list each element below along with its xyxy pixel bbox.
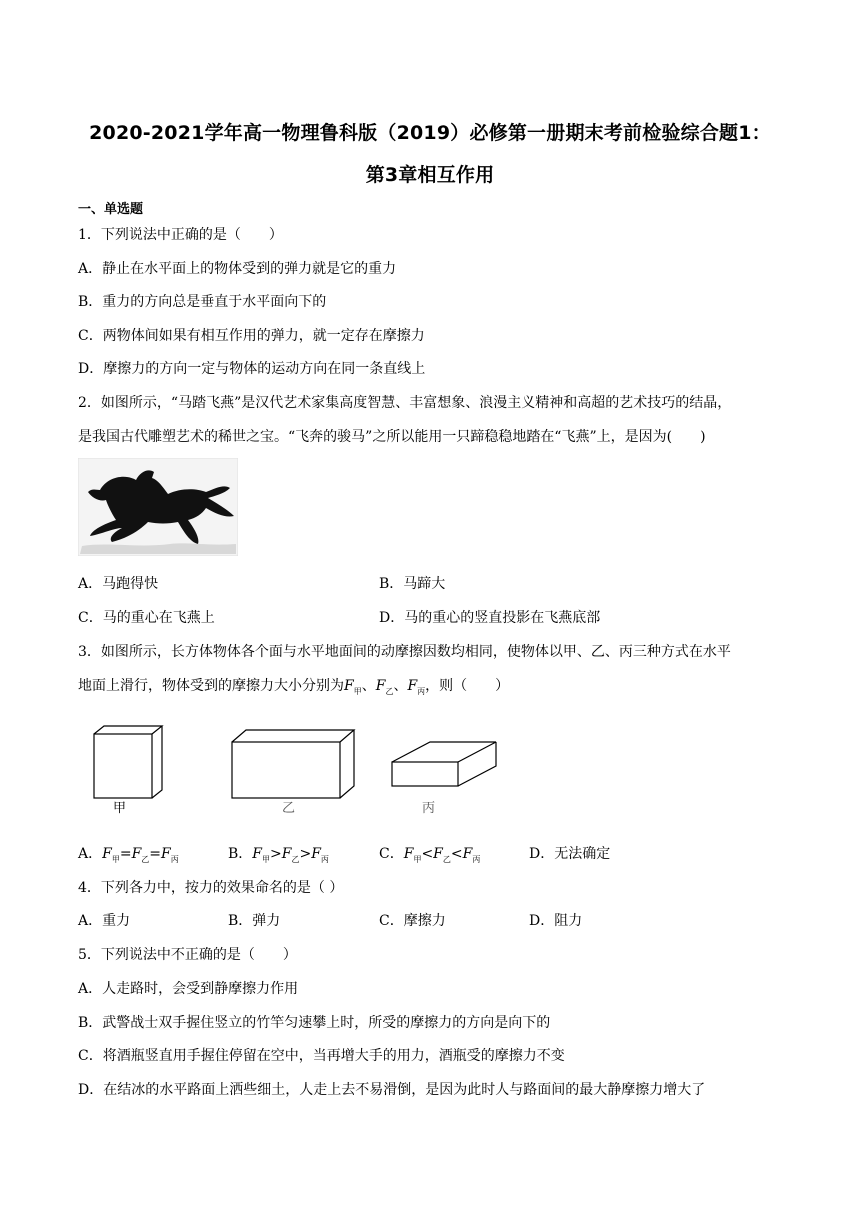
- q5-option-a: A．人走路时，会受到静摩擦力作用: [78, 981, 299, 997]
- q2-stem-line-2: 是我国古代雕塑艺术的稀世之宝。“飞奔的骏马”之所以能用一只蹄稳稳地踏在“飞燕”上，是因为( ): [78, 429, 706, 445]
- page-title-line-2: 第3章相互作用: [365, 164, 495, 186]
- q4-option-d: D．阻力: [529, 913, 583, 929]
- box-jia: [94, 734, 152, 798]
- q1-option-b: B．重力的方向总是垂直于水平面向下的: [78, 294, 327, 310]
- flying-horse-image: [78, 458, 238, 556]
- label-yi: 乙: [282, 801, 296, 816]
- box-yi: [232, 742, 340, 798]
- q1-option-c: C．两物体间如果有相互作用的弹力，就一定存在摩擦力: [78, 328, 425, 344]
- q4-stem: 4．下列各力中，按力的效果命名的是（ ）: [78, 880, 344, 896]
- q2-stem-line-1: 2．如图所示，“马踏飞燕”是汉代艺术家集高度智慧、丰富想象、浪漫主义精神和高超的艺术技巧的结晶，: [78, 395, 732, 411]
- q2-option-b: B．马蹄大: [379, 576, 446, 592]
- q3-option-c: C．$F_甲<F_乙<F_丙$: [379, 846, 481, 864]
- q4-option-c: C．摩擦力: [379, 913, 446, 929]
- label-jia: 甲: [113, 801, 127, 816]
- section-heading: 一、单选题: [78, 202, 144, 217]
- q3-box-figures: [78, 716, 518, 820]
- q5-option-d: D．在结冰的水平路面上洒些细土，人走上去不易滑倒，是因为此时人与路面间的最大静摩擦力增大了: [78, 1082, 706, 1098]
- q4-option-a: A．重力: [78, 913, 131, 929]
- q1-option-d: D．摩擦力的方向一定与物体的运动方向在同一条直线上: [78, 361, 426, 377]
- q5-option-b: B．武警战士双手握住竖立的竹竿匀速攀上时，所受的摩擦力的方向是向下的: [78, 1015, 551, 1031]
- q2-option-a: A．马跑得快: [78, 576, 159, 592]
- page-title-line-1: 2020-2021学年高一物理鲁科版（2019）必修第一册期末考前检验综合题1：: [89, 122, 771, 144]
- box-bing: [392, 762, 458, 786]
- q3-stem-line-1: 3．如图所示，长方体物体各个面与水平地面间的动摩擦因数均相同，使物体以甲、乙、丙三种方式在水平: [78, 644, 731, 660]
- q3-option-d: D．无法确定: [529, 846, 611, 862]
- q2-option-d: D．马的重心的竖直投影在飞燕底部: [379, 610, 601, 626]
- q4-option-b: B．弹力: [228, 913, 281, 929]
- q5-option-c: C．将酒瓶竖直用手握住停留在空中，当再增大手的用力，酒瓶受的摩擦力不变: [78, 1048, 565, 1064]
- q3-option-a: A．$F_甲=F_乙=F_丙$: [78, 846, 179, 864]
- q1-stem: 1．下列说法中正确的是（ ）: [78, 227, 283, 243]
- q5-stem: 5．下列说法中不正确的是（ ）: [78, 947, 297, 963]
- label-bing: 丙: [422, 801, 436, 816]
- q3-option-b: B．$F_甲>F_乙>F_丙$: [228, 846, 329, 864]
- q1-option-a: A．静止在水平面上的物体受到的弹力就是它的重力: [78, 261, 397, 277]
- q2-option-c: C．马的重心在飞燕上: [78, 610, 215, 626]
- q3-stem-line-2: 地面上滑行，物体受到的摩擦力大小分别为$F_甲$、$F_乙$、$F_丙$，则（ ）: [78, 678, 510, 696]
